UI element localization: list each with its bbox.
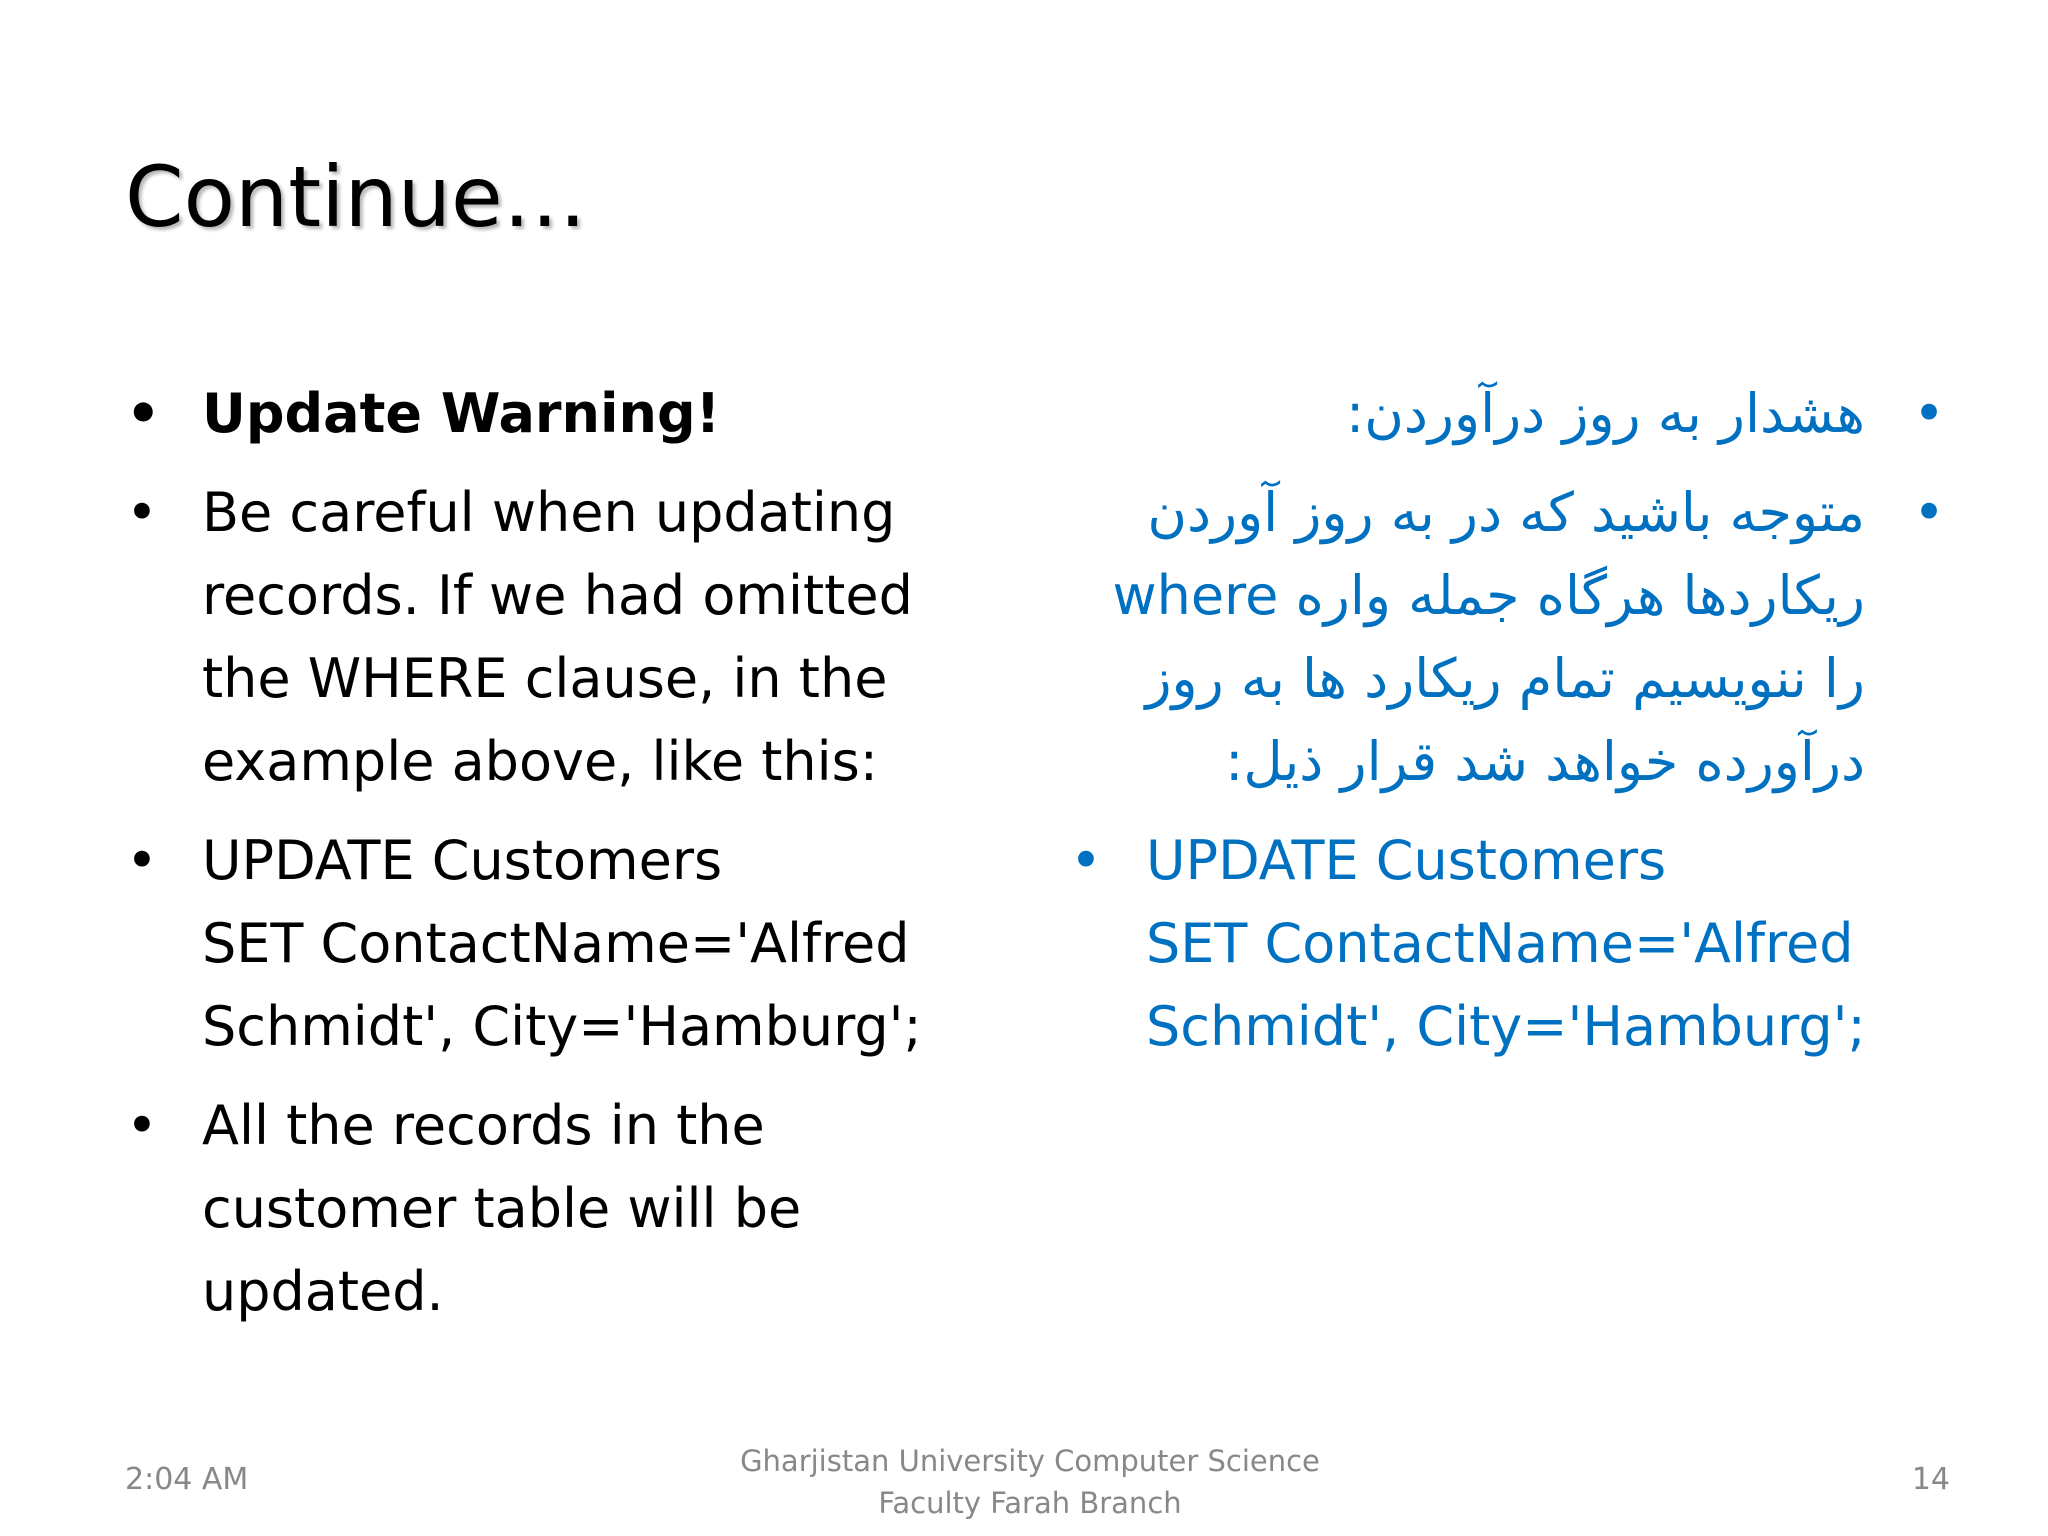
right-bullet-item	[1060, 471, 1945, 803]
bullet-text-line: هشدار به روز درآوردن:	[1346, 382, 1865, 445]
left-bullet-item	[118, 1084, 978, 1333]
bullet-text-line: Schmidt', City='Hamburg';	[202, 995, 922, 1058]
right-bullet-item	[1060, 819, 1945, 1068]
right-bullet-item	[1060, 372, 1945, 455]
bullet-icon: •	[1913, 481, 1945, 544]
bullet-text-line: را ننویسیم تمام ریکارد ها به روز	[1145, 647, 1865, 710]
bullet-text-line: Schmidt', City='Hamburg';	[1146, 995, 1866, 1058]
bullet-text-line: customer table will be	[202, 1177, 802, 1240]
bullet-icon: •	[1070, 829, 1102, 892]
slide-title: Continue…	[125, 148, 587, 246]
bullet-text-line: records. If we had omitted	[202, 564, 913, 627]
bullet-text-line: SET ContactName='Alfred	[1146, 912, 1854, 975]
left-bullet-item	[118, 372, 978, 455]
bullet-icon: •	[126, 481, 158, 544]
bullet-text-line: UPDATE Customers	[1146, 829, 1667, 892]
left-bullet-item	[118, 819, 978, 1068]
footer-time: 2:04 AM	[125, 1462, 249, 1497]
footer-institution	[700, 1440, 1360, 1524]
bullet-text-line: Be careful when updating	[202, 481, 896, 544]
bullet-text-line: updated.	[202, 1260, 444, 1323]
bullet-text-line: SET ContactName='Alfred	[202, 912, 910, 975]
left-bullet-list	[118, 372, 978, 1349]
footer-line: Faculty Farah Branch	[878, 1486, 1182, 1520]
bullet-text-line: UPDATE Customers	[202, 829, 723, 892]
bullet-icon: •	[126, 1094, 158, 1157]
left-bullet-item	[118, 471, 978, 803]
bullet-text-line: Update Warning!	[202, 382, 721, 445]
bullet-text-line: the WHERE clause, in the	[202, 647, 888, 710]
bullet-icon: •	[1913, 382, 1945, 445]
bullet-icon: •	[126, 382, 161, 445]
right-bullet-list	[1060, 372, 1945, 1084]
footer-line: Gharjistan University Computer Science	[740, 1444, 1320, 1478]
bullet-icon: •	[126, 829, 158, 892]
page-number: 14	[1911, 1462, 1950, 1497]
bullet-text-line: متوجه باشید که در به روز آوردن	[1147, 481, 1865, 544]
bullet-text-line: All the records in the	[202, 1094, 765, 1157]
bullet-text-line: example above, like this:	[202, 730, 878, 793]
bullet-text-line: درآورده خواهد شد قرار ذیل:	[1225, 730, 1865, 793]
bullet-text-line: ریکاردها هرگاه جمله واره where	[1112, 564, 1865, 627]
